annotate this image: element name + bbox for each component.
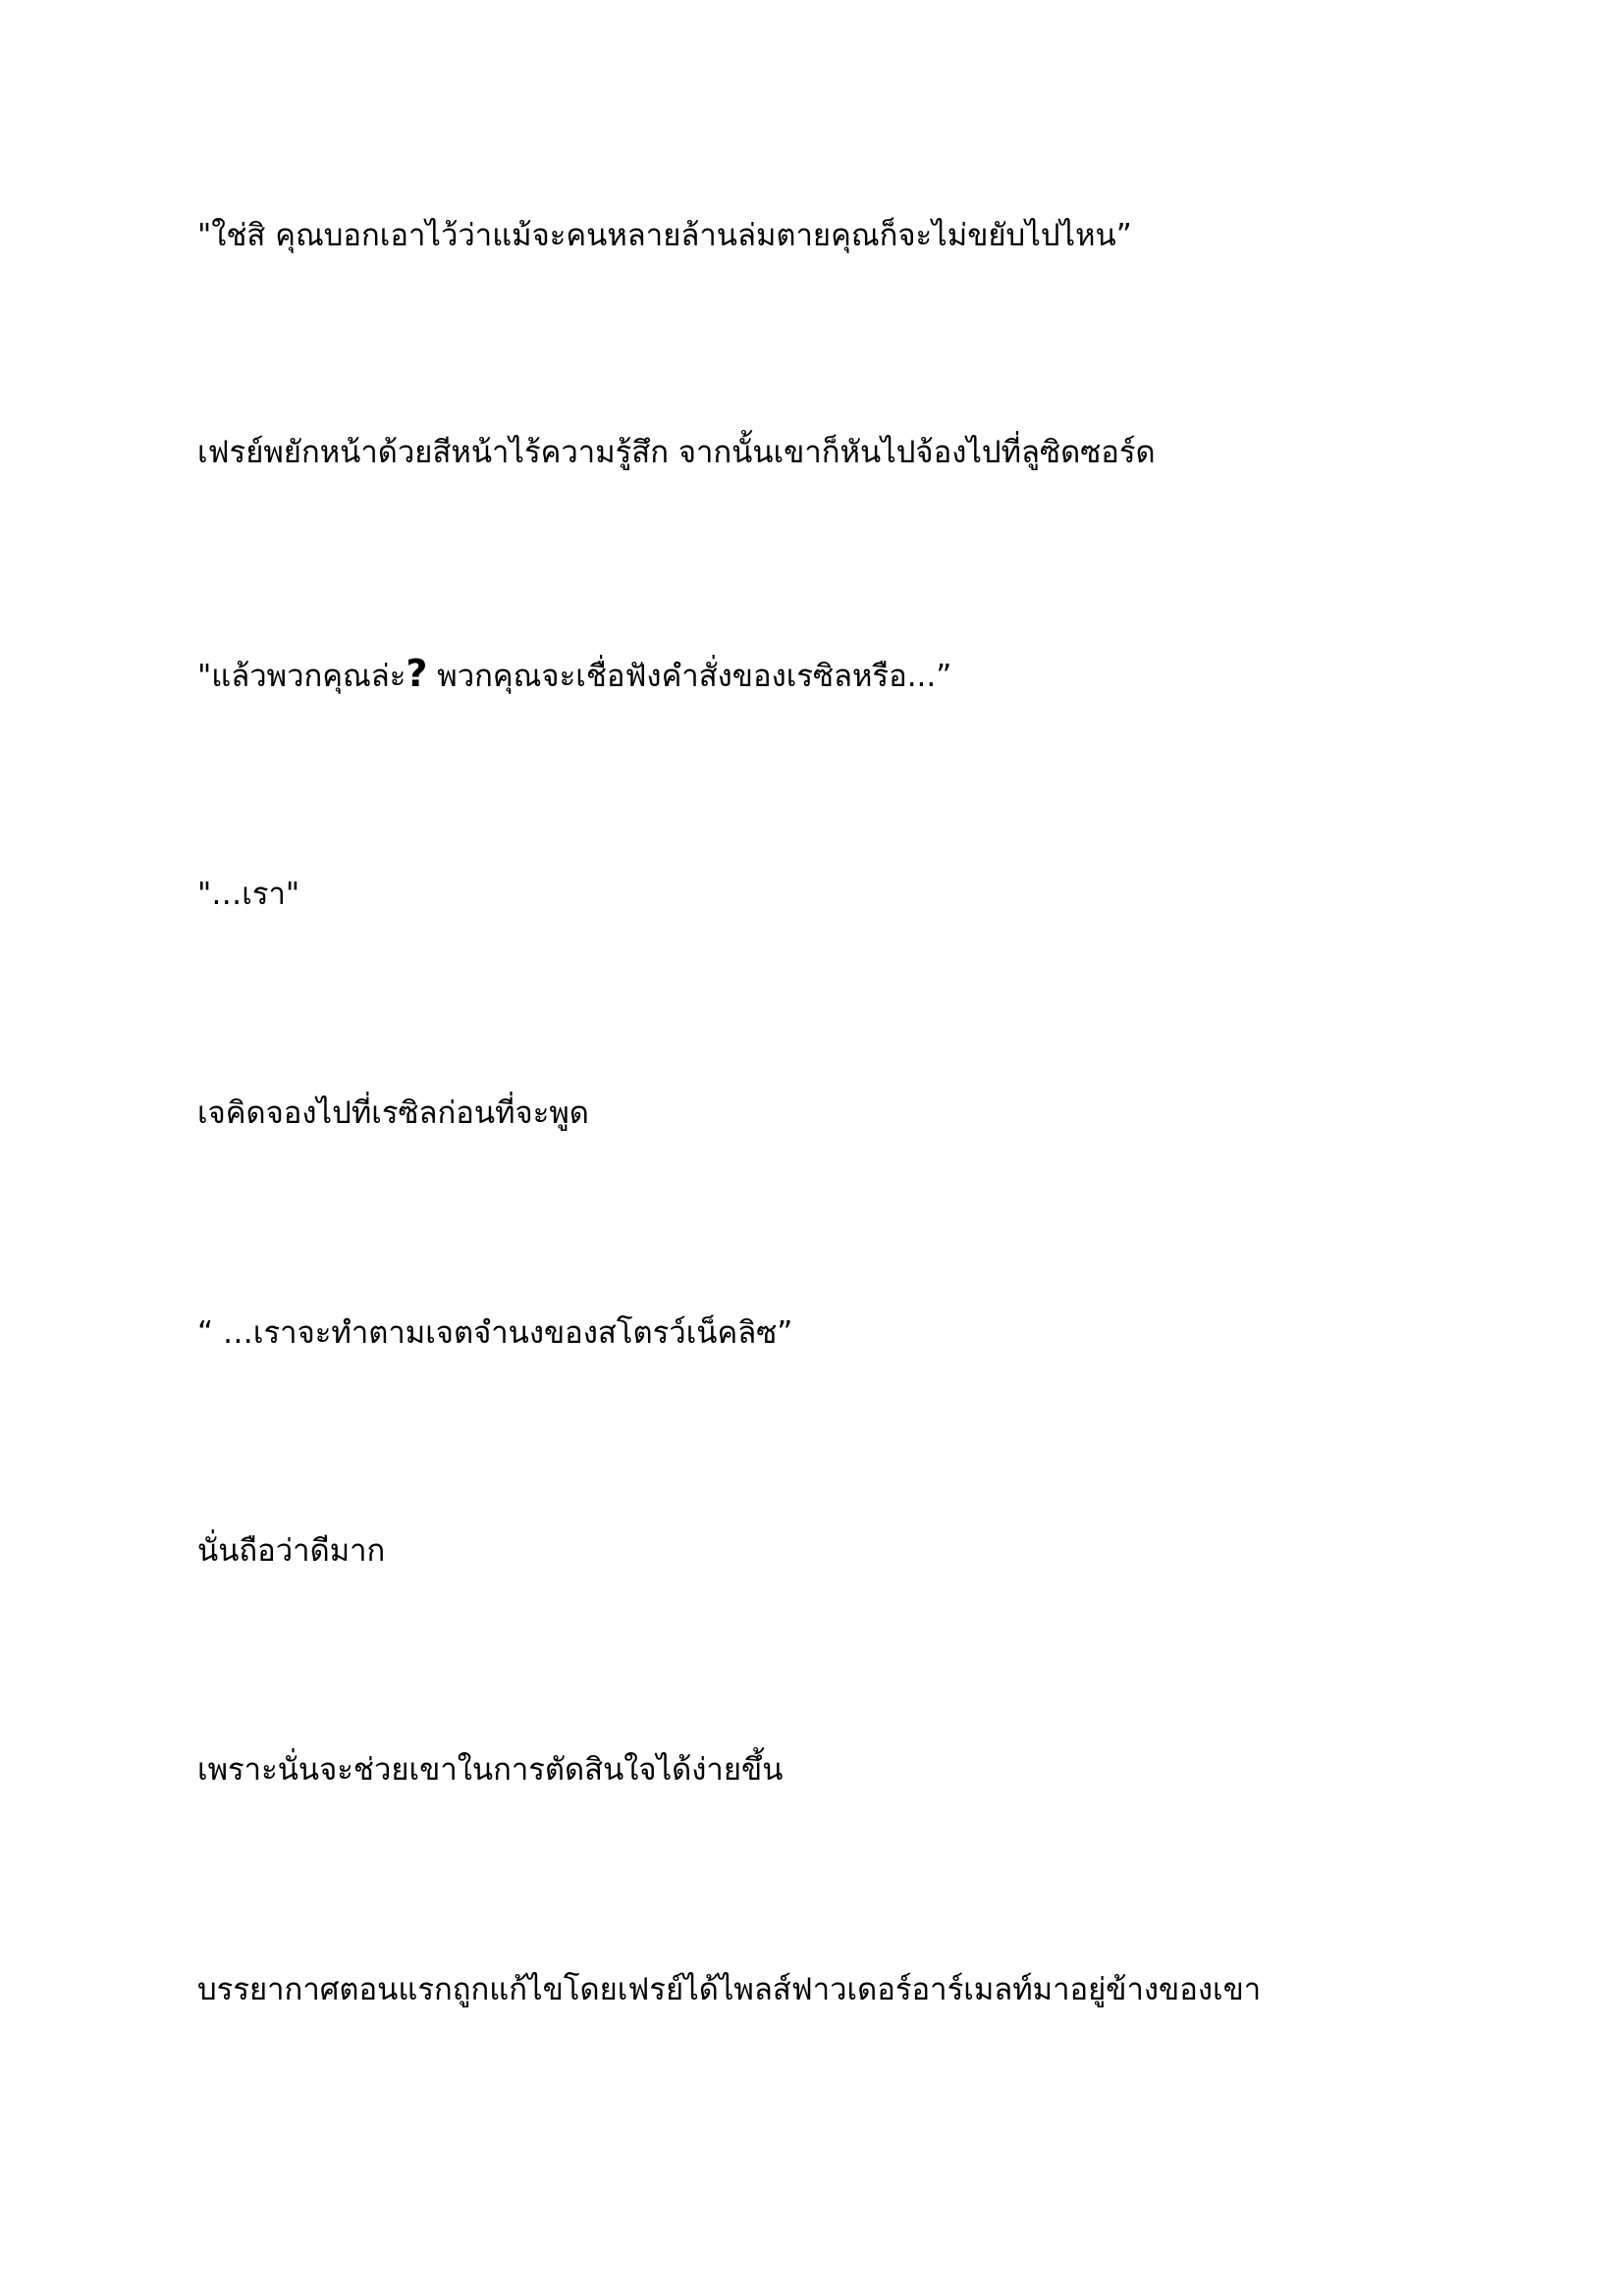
paragraph-5: เจคิดจองไปที่เรซิลก่อนที่จะพูด (197, 1095, 589, 1131)
question-mark: ? (406, 652, 428, 695)
paragraph-3 (197, 652, 1474, 698)
paragraph-8: เพราะนั่นจะช่วยเขาในการตัดสินใจได้ง่ายขึ้น (197, 1752, 784, 1788)
paragraph-4: "…เรา" (197, 877, 300, 912)
paragraph-7: นั่นถือว่าดีมาก (197, 1533, 386, 1569)
paragraph-3-rest: พวกคุณจะเชื่อฟังคำสั่งของเรซิลหรือ...” (427, 659, 952, 694)
paragraph-9: บรรยากาศตอนแรกถูกแก้ไขโดยเฟรย์ได้ไพลส์ฟาวเดอร์อาร์เมลท์มาอยู่ข้างของเขา (197, 1972, 1262, 2007)
paragraph-3-start: "แล้วพวกคุณล่ะ (197, 659, 406, 694)
paragraph-6: “ …เราจะทำตามเจตจำนงของสโตรว์เน็คลิซ” (197, 1315, 793, 1351)
paragraph-2: เฟรย์พยักหน้าด้วยสีหน้าไร้ความรู้สึก จากนั้นเขาก็หันไปจ้องไปที่ลูซิดซอร์ด (197, 435, 1156, 470)
paragraph-1: "ใช่สิ คุณบอกเอาไว้ว่าแม้จะคนหลายล้านล่มตายคุณก็จะไม่ขยับไปไหน” (197, 218, 1132, 253)
